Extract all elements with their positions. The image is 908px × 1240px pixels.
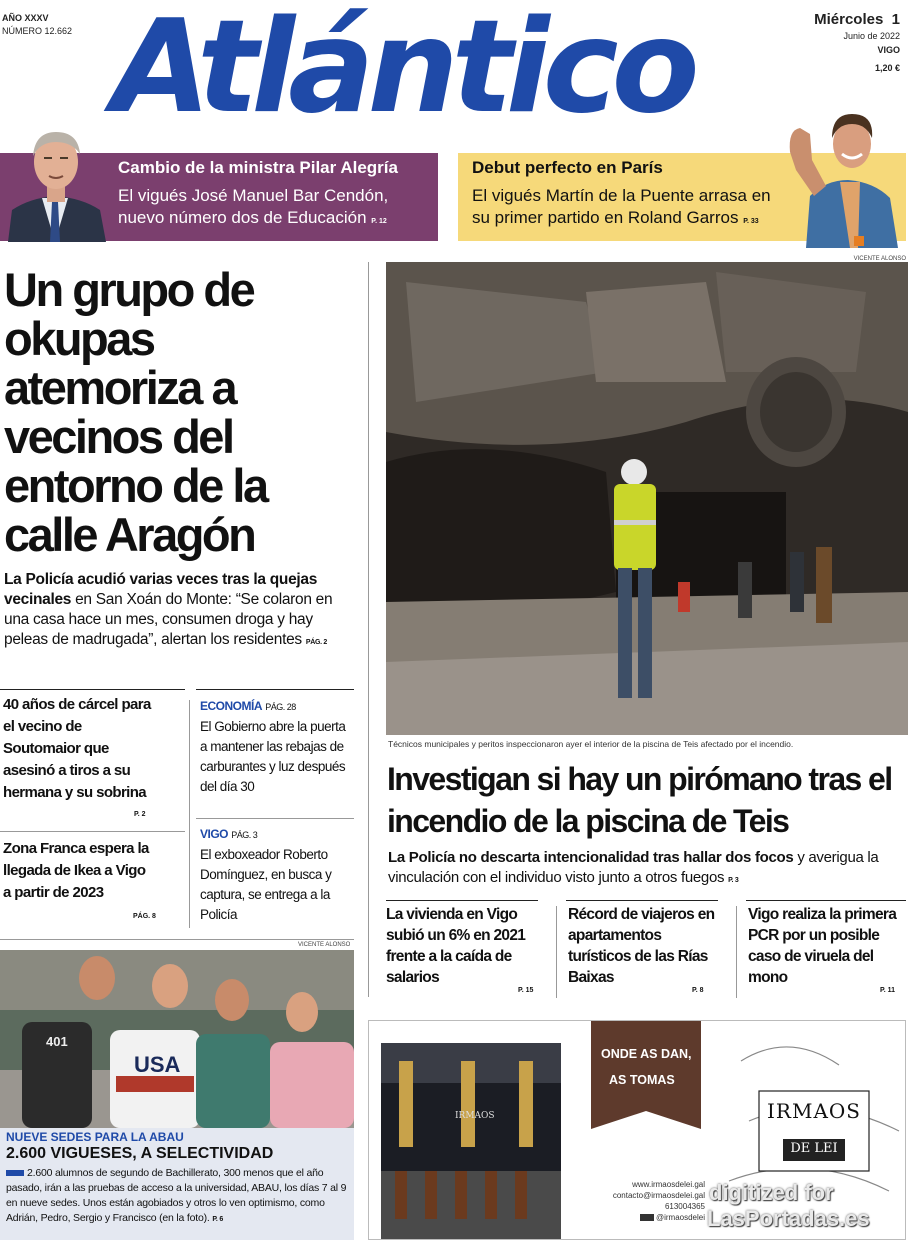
column-divider	[368, 262, 369, 997]
teaser-ministry-page: P. 12	[371, 218, 387, 225]
ad-brand-2: DE LEI	[790, 1141, 838, 1156]
shirt-text: USA	[134, 1052, 181, 1077]
abau-text: 2.600 alumnos de segundo de Bachillerato, 300 menos que el año pasado, irán a las pruebas de acceso a la universidad, ABAU, los días 7 al 9 en nueve sedes. Unos están agobiados y otros lo ven optimismo, como Adrián, Pedro, Sergio y Francisco (en la foto).	[6, 1167, 347, 1224]
burned-pool-photo	[386, 262, 908, 735]
brief-soutomaior-text: 40 años de cárcel para el vecino de Soutomaior que asesinó a tiros a su hermana y su sobrina	[3, 696, 151, 801]
bullet-mark	[6, 1170, 24, 1176]
photo-caption: Técnicos municipales y peritos inspeccionaron ayer el interior de la piscina de Teis afectado por el incendio.	[388, 739, 794, 749]
teaser-ministry-text	[118, 185, 436, 233]
brief-vigo[interactable]	[200, 824, 356, 925]
abau-photo-credit: VICENTE ALONSO	[298, 942, 351, 948]
teaser-tennis-page: P. 33	[743, 218, 759, 225]
section-economia: ECONOMÍA	[200, 699, 262, 713]
fire-deck-text: y averigua la vinculación con el individuo visto junto a otros fuegos	[388, 849, 879, 886]
abau-headline: 2.600 VIGUESES, A SELECTIVIDAD	[6, 1145, 274, 1162]
brief-vivienda[interactable]: La vivienda en Vigo subió un 6% en 2021 frente a la caída de salarios	[386, 906, 526, 986]
section-economia-page: PÁG. 28	[265, 702, 296, 712]
bar-sign: IRMAOS	[455, 1111, 495, 1121]
main-deck-bold: La Policía acudió varias veces tras la quejas vecinales	[4, 571, 318, 608]
abau-box[interactable]	[0, 1128, 354, 1240]
watermark-line-2: LasPortadas.es	[707, 1206, 870, 1231]
ad-social[interactable]	[599, 1212, 705, 1223]
day-number: 1	[891, 11, 900, 28]
social-icons	[640, 1214, 654, 1221]
brief-zona-franca[interactable]	[3, 838, 153, 904]
fire-deck	[388, 848, 908, 891]
column-divider	[556, 906, 557, 998]
main-deck-text: en San Xoán do Monte: “Se colaron en una casa hace un mes, consumen droga y hay peleas de madrugada”, alertan los residentes	[4, 591, 333, 648]
ad-phone: 613004365	[664, 1202, 705, 1211]
brief-vigo-text: El exboxeador Roberto Domínguez, en busca y captura, se entrega a la Policía	[200, 847, 332, 922]
fire-deck-bold: La Policía no descarta intencionalidad tras hallar dos focos	[388, 849, 794, 866]
digitized-watermark	[707, 1180, 870, 1232]
fire-page: P. 3	[728, 877, 739, 884]
brief-economia[interactable]	[200, 696, 352, 797]
brief-zona-franca-text: Zona Franca espera la llegada de Ikea a Vigo a partir de 2023	[3, 840, 149, 901]
shirt-number: 401	[46, 1034, 68, 1049]
fire-headline[interactable]: Investigan si hay un pirómano tras el incendio de la piscina de Teis	[387, 761, 892, 839]
edition-city: VIGO	[877, 45, 900, 55]
watermark-line-1: digitized for	[709, 1180, 834, 1205]
divider	[0, 939, 354, 940]
ad-social-handle: @irmaosdelei	[655, 1213, 705, 1222]
teaser-ministry-body: El vigués José Manuel Bar Cendón, nuevo número dos de Educación	[118, 186, 389, 227]
brief-viajeros-page: P. 8	[692, 987, 704, 994]
main-deck	[4, 570, 356, 653]
teaser-tennis-text	[472, 185, 792, 233]
price: 1,20 €	[874, 63, 900, 73]
abau-page: P. 6	[212, 1216, 224, 1223]
brief-vivienda-page: P. 15	[518, 987, 534, 994]
brief-viajeros[interactable]: Récord de viajeros en apartamentos turísticos de las Rías Baixas	[568, 906, 715, 986]
ad-slogan-2: AS TOMAS	[609, 1073, 675, 1087]
section-vigo: VIGO	[200, 827, 229, 841]
issue-year: AÑO XXXV	[2, 13, 49, 23]
teaser-ministry-title: Cambio de la ministra Pilar Alegría	[118, 158, 398, 177]
abau-text-block	[6, 1166, 352, 1227]
divider	[386, 900, 538, 901]
divider	[566, 900, 718, 901]
brief-economia-text: El Gobierno abre la puerta a mantener las rebajas de carburantes y luz después del día 30	[200, 719, 346, 794]
issue-info	[2, 12, 72, 38]
teaser-tennis-body: El vigués Martín de la Puente arrasa en su primer partido en Roland Garros	[472, 186, 771, 227]
tennis-player-photo	[786, 100, 908, 248]
teaser-tennis-title: Debut perfecto en París	[472, 158, 663, 177]
abau-kicker: NUEVE SEDES PARA LA ABAU	[6, 1130, 184, 1144]
column-divider	[736, 906, 737, 998]
issue-number: NÚMERO 12.662	[2, 26, 73, 36]
divider	[0, 831, 185, 832]
ad-brand-1: IRMAOS	[767, 1099, 861, 1123]
brief-zona-franca-page: PÁG. 8	[133, 913, 156, 920]
column-divider	[189, 700, 190, 928]
divider	[196, 818, 354, 819]
brief-soutomaior[interactable]	[3, 694, 153, 804]
tennis-photo-credit: VICENTE ALONSO	[853, 256, 906, 262]
divider	[196, 689, 354, 690]
brief-soutomaior-page: P. 2	[134, 811, 146, 818]
month-year: Junio de 2022	[843, 31, 900, 41]
weekday: Miércoles	[814, 11, 884, 28]
ad-email[interactable]: contacto@irmaosdelei.gal	[612, 1191, 705, 1200]
section-vigo-page: PÁG. 3	[231, 830, 258, 840]
ad-slogan-1: ONDE AS DAN,	[601, 1047, 692, 1061]
divider	[0, 689, 185, 690]
ad-web[interactable]: www.irmaosdelei.gal	[632, 1180, 705, 1189]
date-info	[814, 10, 900, 75]
brief-viruela[interactable]: Vigo realiza la primera PCR por un posible caso de viruela del mono	[748, 906, 897, 986]
brief-viruela-page: P. 11	[880, 987, 896, 994]
issue-date	[814, 10, 900, 29]
main-story-page: PÁG. 2	[305, 639, 328, 646]
man-in-suit-photo	[0, 118, 110, 242]
main-headline[interactable]: Un grupo de okupas atemoriza a vecinos del entorno de la calle Aragón	[4, 263, 267, 561]
divider	[746, 900, 906, 901]
ad-contact	[599, 1179, 705, 1223]
students-photo	[0, 950, 354, 1128]
newspaper-logo: Atlántico	[112, 0, 693, 142]
